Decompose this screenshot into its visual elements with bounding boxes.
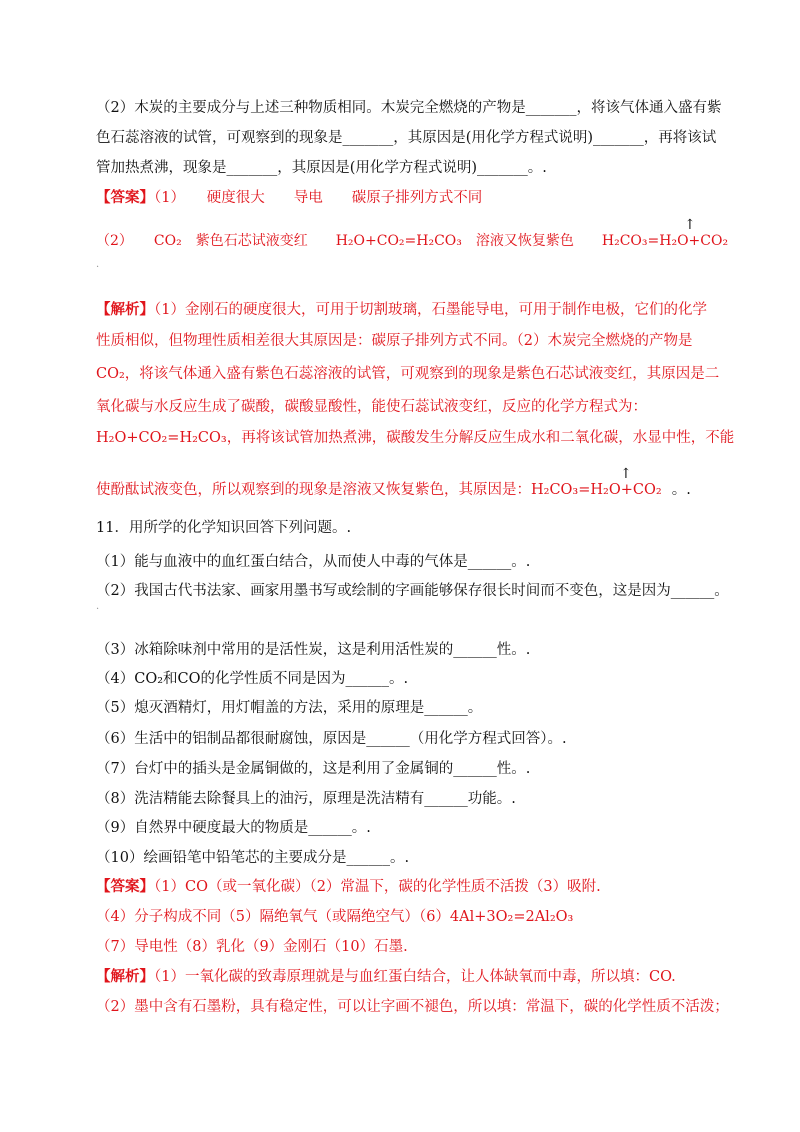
q10-part2-line1: （2）木炭的主要成分与上述三种物质相同。木炭完全燃烧的产物是_______，将该气体通入盛有紫: [96, 100, 722, 116]
q11-analysis-line1: [96, 967, 676, 987]
q11-item-1: （1）能与血液中的血红蛋白结合，从而使人中毒的气体是______。.: [96, 554, 531, 570]
q10-analysis-line4: 氧化碳与水反应生成了碳酸，碳酸显酸性，能使石蕊试液变红，反应的化学方程式为：: [96, 399, 647, 415]
q11-item-10: （10）绘画铅笔中铅笔芯的主要成分是______。.: [96, 850, 410, 866]
q11-item-7: （7）台灯中的插头是金属铜做的，这是利用了金属铜的______性。.: [96, 761, 531, 777]
analysis-line6-end: 。.: [671, 482, 691, 498]
paragraph-mark: ·: [96, 604, 100, 615]
gas-up-arrow-icon: ↑: [620, 466, 632, 482]
q10-part2-line2: 色石蕊溶液的试管，可观察到的现象是_______，其原因是(用化学方程式说明)_______，再将该试: [96, 130, 717, 146]
q11-item-3: （3）冰箱除味剂中常用的是活性炭，这是利用活性炭的______性。.: [96, 642, 531, 658]
q10-part2-line3: 管加热煮沸，现象是_______，其原因是(用化学方程式说明)_______。.: [96, 160, 547, 176]
gas-up-arrow-icon: ↑: [684, 217, 696, 233]
q10-answer-line2: （2） CO₂ 紫色石芯试液变红 H₂O+CO₂=H₂CO₃ 溶液又恢复紫色 H₂CO₃=H₂O+CO₂: [96, 233, 729, 249]
answer-tag: 【答案】: [96, 878, 154, 895]
q10-analysis-line3: CO₂，将该气体通入盛有紫色石蕊溶液的试管，可观察到的现象是紫色石芯试液变红，其原因是二: [96, 366, 720, 382]
q11-item-5: （5）熄灭酒精灯，用灯帽盖的方法，采用的原理是______。: [96, 700, 483, 716]
answer-tag: 【答案】: [96, 189, 154, 206]
analysis-text: （1）一氧化碳的致毒原理就是与血红蛋白结合，让人体缺氧而中毒，所以填：CO.: [154, 969, 676, 985]
answer-text: （1） 硬度很大 导电 碳原子排列方式不同: [154, 190, 483, 206]
q10-analysis-line5: H₂O+CO₂=H₂CO₃，再将该试管加热煮沸，碳酸发生分解反应生成水和二氧化碳，水显中性，不能: [96, 430, 735, 446]
q11-analysis-line2: （2）墨中含有石墨粉，具有稳定性，可以让字画不褪色，所以填：常温下，碳的化学性质不活泼；: [96, 999, 729, 1015]
q11-item-6: （6）生活中的铝制品都很耐腐蚀，原因是______（用化学方程式回答）。.: [96, 731, 567, 747]
q11-title: 11．用所学的化学知识回答下列问题。.: [96, 520, 352, 536]
analysis-text: （1）金刚石的硬度很大，可用于切割玻璃，石墨能导电，可用于制作电极，它们的化学: [154, 302, 707, 318]
q10-analysis-line6: [96, 480, 691, 500]
q11-answer-line1: [96, 877, 601, 897]
q11-answer-line2: （4）分子构成不同（5）隔绝氧气（或隔绝空气）（6）4Al+3O₂=2Al₂O₃: [96, 909, 574, 925]
q11-item-8: （8）洗洁精能去除餐具上的油污，原理是洗洁精有______功能。.: [96, 791, 516, 807]
analysis-line6-text: 使酚酞试液变色，所以观察到的现象是溶液又恢复紫色，其原因是：H₂CO₃=H₂O+CO₂: [96, 482, 662, 498]
q11-answer-line3: （7）导电性（8）乳化（9）金刚石（10）石墨.: [96, 939, 408, 955]
answer-text: （1）CO（或一氧化碳）（2）常温下，碳的化学性质不活拨（3）吸附.: [154, 879, 601, 895]
q11-item-9: （9）自然界中硬度最大的物质是______。.: [96, 820, 371, 836]
q10-answer-line1: [96, 188, 482, 208]
analysis-tag: 【解析】: [96, 301, 154, 318]
analysis-tag: 【解析】: [96, 968, 154, 985]
q11-item-2: （2）我国古代书法家、画家用墨书写或绘制的字画能够保存很长时间而不变色，这是因为______。: [96, 583, 729, 599]
q10-analysis-line2: 性质相似，但物理性质相差很大其原因是：碳原子排列方式不同。（2）木炭完全燃烧的产物是: [96, 333, 693, 349]
paragraph-mark: ·: [96, 262, 100, 273]
q10-analysis-line1: [96, 300, 707, 320]
q11-item-4: （4）CO₂和CO的化学性质不同是因为______。.: [96, 671, 409, 687]
